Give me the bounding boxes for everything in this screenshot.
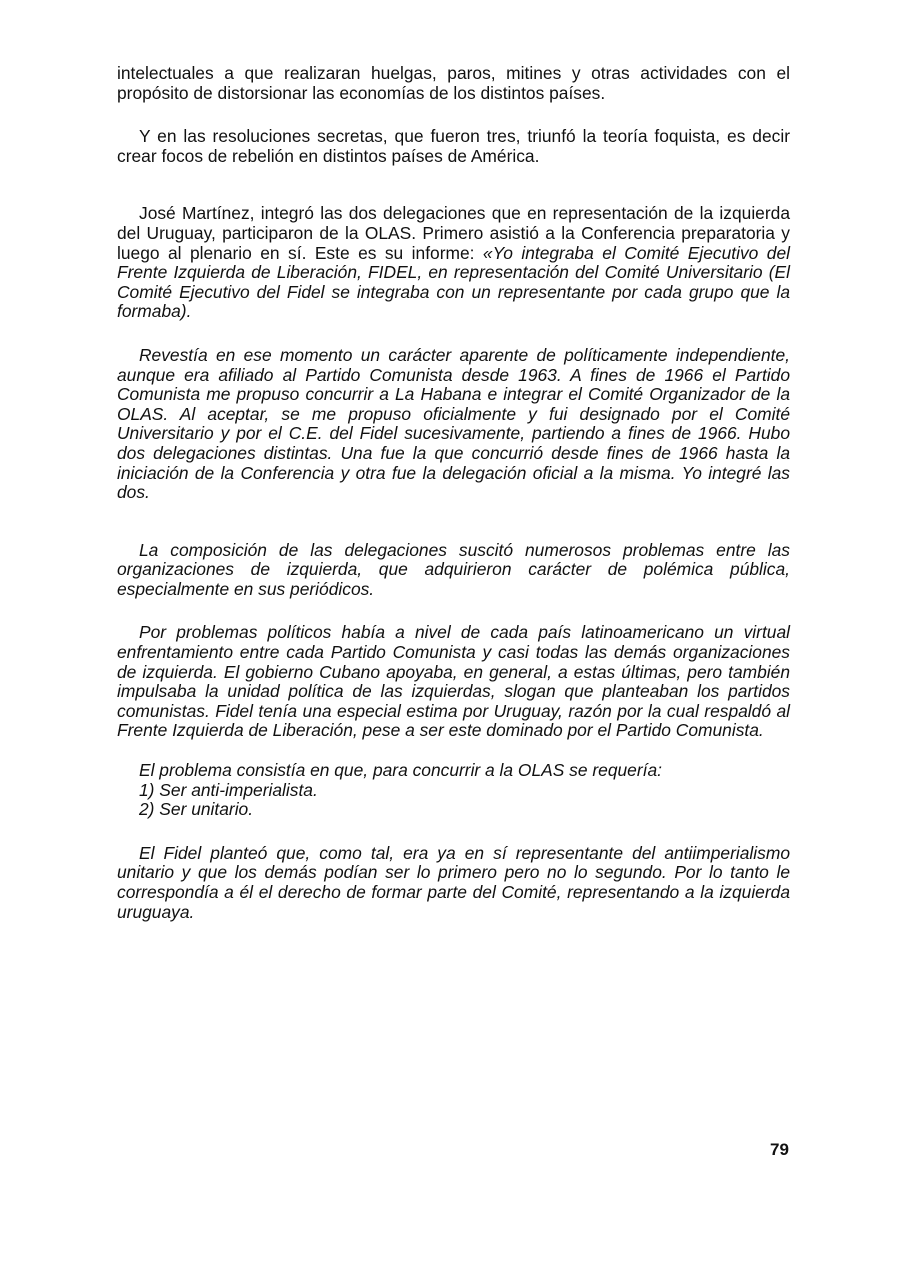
paragraph-7: El problema consistía en que, para concurrir a la OLAS se requería: xyxy=(139,760,662,781)
requirements-list xyxy=(117,781,790,820)
paragraph-8: El Fidel planteó que, como tal, era ya en sí representante del antiimperialismo unitario y que los demás podían ser lo primero pero no lo segundo. Por lo tanto le correspondía a él el derecho de formar parte del Comité, representando a la izquierda uruguaya. xyxy=(117,842,790,922)
list-item: 1) Ser anti-imperialista. xyxy=(139,779,318,800)
paragraph-3 xyxy=(117,204,790,322)
document-page xyxy=(117,64,790,922)
paragraph-6: Por problemas políticos había a nivel de cada país latinoamericano un virtual enfrentamiento entre cada Partido Comunista y casi todas las demás organizaciones de izquierda. El gobierno Cubano apoyaba, en general, a estas últimas, pero también impulsaba la unidad política de las izquierdas, slogan que planteaban los partidos comunistas. Fidel tenía una especial estima por Uruguay, razón por la cual respaldó al Frente Izquierda de Liberación, pese a ser este dominado por el Partido Comunista. xyxy=(117,622,790,741)
paragraph-5: La composición de las delegaciones suscitó numerosos problemas entre las organizaciones de izquierda, que adquirieron carácter de polémica pública, especialmente en sus periódicos. xyxy=(117,539,790,599)
paragraph-4: Revestía en ese momento un carácter aparente de políticamente independiente, aunque era afiliado al Partido Comunista desde 1963. A fines de 1966 el Partido Comunista me propuso concurrir a La Habana e integrar el Comité Organizador de la OLAS. Al aceptar, se me propuso oficialmente y fui designado por el Comité Universitario y por el C.E. del Fidel sucesivamente, partiendo a fines de 1966. Hubo dos delegaciones distintas. Una fue la que concurrió desde fines de 1966 hasta la iniciación de la Conferencia y otra fue la delegación oficial a la misma. Yo integré las dos. xyxy=(117,344,790,503)
paragraph-1: intelectuales a que realizaran huelgas, paros, mitines y otras actividades con el propósito de distorsionar las economías de los distintos países. xyxy=(117,63,790,103)
paragraph-3-quote: «Yo integraba el Comité Ejecutivo del Frente Izquierda de Liberación, FIDEL, en representación del Comité Universitario (El Comité Ejecutivo del Fidel se integraba con un representante por cada grupo que la formaba). xyxy=(117,242,790,322)
paragraph-2: Y en las resoluciones secretas, que fueron tres, triunfó la teoría foquista, es decir crear focos de rebelión en distintos países de América. xyxy=(117,126,790,166)
page-number: 79 xyxy=(770,1140,789,1159)
list-item: 2) Ser unitario. xyxy=(139,799,254,820)
paragraph-3-intro: José Martínez, integró las dos delegaciones que en representación de la izquierda del Uruguay, participaron de la OLAS. Primero asistió a la Conferencia preparatoria y luego al plenario en sí. Este es su informe: xyxy=(117,203,790,263)
